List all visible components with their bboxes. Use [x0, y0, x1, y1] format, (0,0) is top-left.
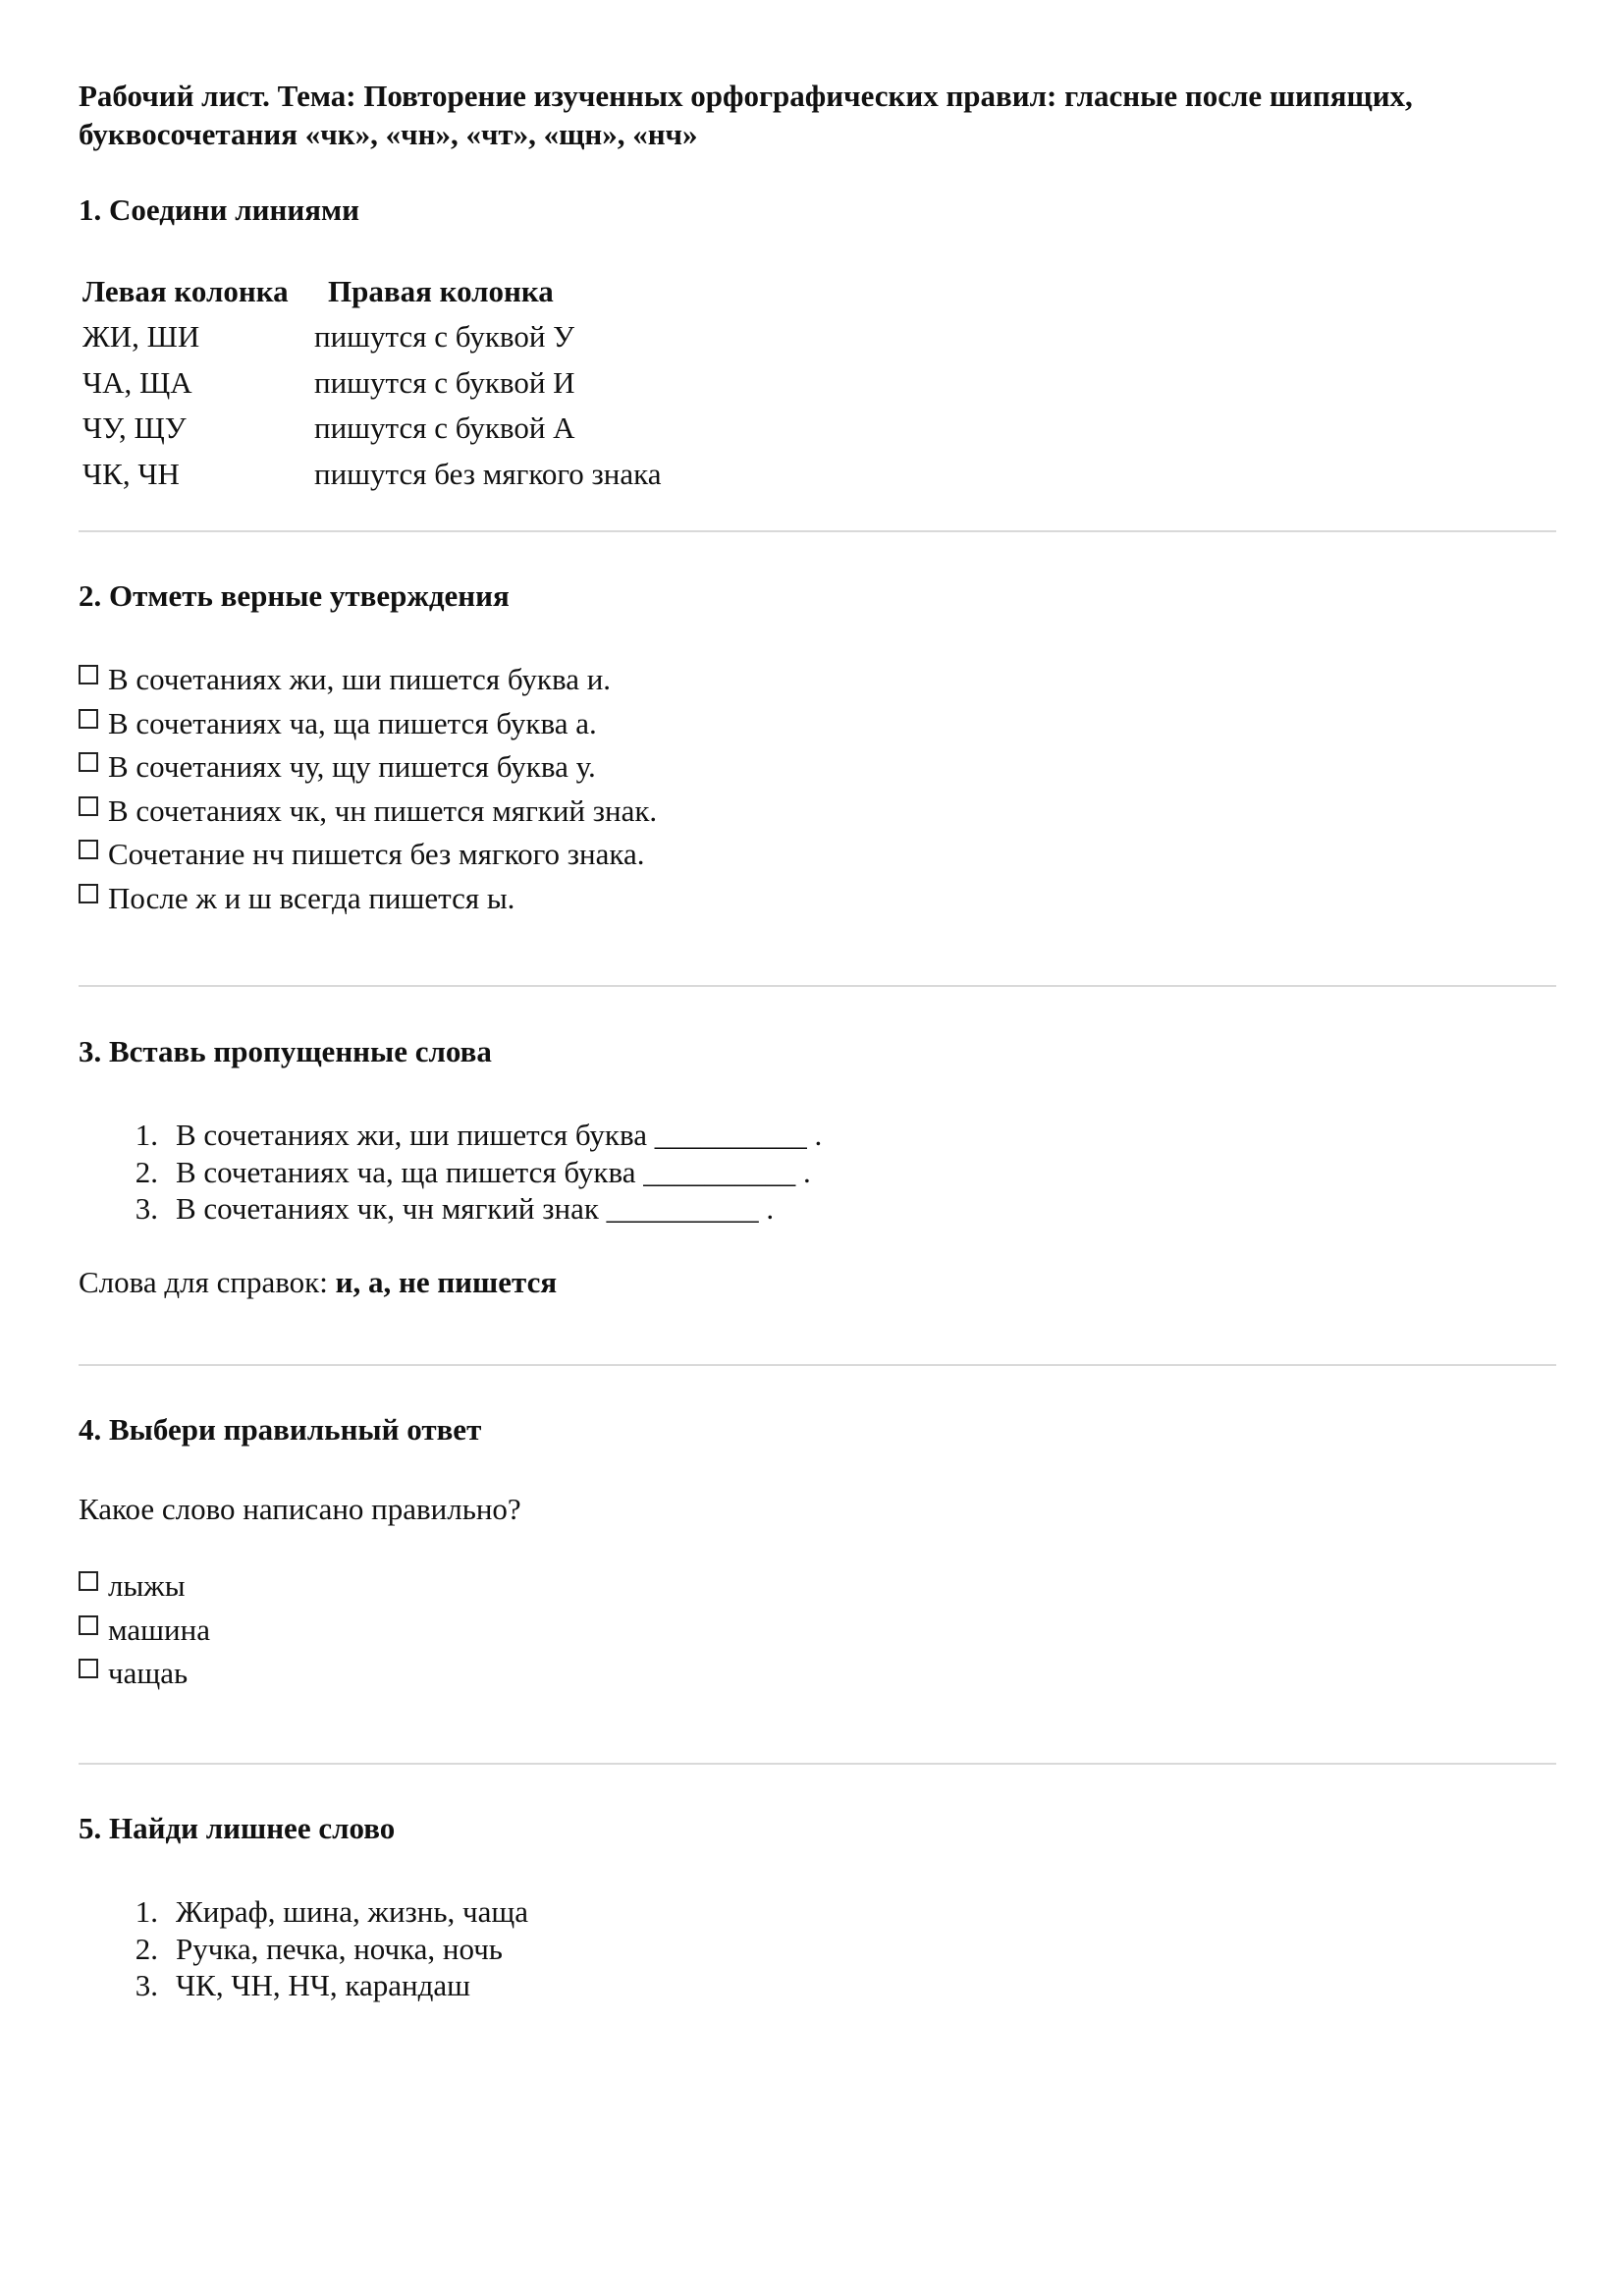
- section-divider: [79, 1364, 1556, 1366]
- list-item: [79, 1116, 822, 1153]
- left-column-header: Левая колонка: [82, 274, 289, 308]
- list-item: [79, 704, 657, 748]
- reference-words-list: и, а, не пишется: [335, 1265, 558, 1299]
- checkbox[interactable]: [79, 1615, 98, 1635]
- word-group: Ручка, печка, ночка, ночь: [176, 1931, 503, 1966]
- right-cell: пишутся с буквой У: [314, 319, 575, 354]
- statement-text: В сочетаниях жи, ши пишется буква и.: [108, 662, 612, 696]
- item-number: 1.: [135, 1118, 158, 1152]
- page-title: Рабочий лист. Тема: Повторение изученных орфографических правил: гласные после шипящих, буквосочетания «чк», «чн», «чт», «щн», «нч»: [79, 79, 1413, 151]
- question-text: Какое слово написано правильно?: [79, 1492, 521, 1526]
- option-text: лыжы: [108, 1568, 186, 1603]
- list-item: [79, 1611, 210, 1655]
- fill-in-sentence: В сочетаниях ча, ща пишется буква __________ .: [176, 1154, 811, 1189]
- statements-checklist: [79, 660, 657, 922]
- item-number: 3.: [135, 1968, 158, 2002]
- list-item: [79, 660, 657, 704]
- checkbox[interactable]: [79, 665, 98, 684]
- checkbox[interactable]: [79, 1571, 98, 1591]
- word-group: Жираф, шина, жизнь, чаща: [176, 1894, 528, 1929]
- reference-words: [79, 1263, 557, 1302]
- table-row: [82, 363, 661, 410]
- section-3-heading: 3. Вставь пропущенные слова: [79, 1034, 492, 1068]
- statement-text: В сочетаниях чу, щу пишется буква у.: [108, 749, 596, 784]
- section-5-heading: 5. Найди лишнее слово: [79, 1811, 396, 1845]
- list-item: [79, 1892, 528, 1930]
- list-item: [79, 835, 657, 879]
- section-2-heading: 2. Отметь верные утверждения: [79, 578, 510, 613]
- checkbox[interactable]: [79, 796, 98, 816]
- odd-word-list: [79, 1892, 528, 2003]
- fill-in-sentence: В сочетаниях чк, чн мягкий знак __________ .: [176, 1191, 775, 1226]
- section-divider: [79, 985, 1556, 987]
- matching-table: [82, 272, 661, 500]
- matching-table-header: [82, 272, 661, 317]
- table-row: [82, 317, 661, 363]
- item-number: 2.: [135, 1154, 158, 1189]
- list-item: [79, 1930, 528, 1967]
- item-number: 1.: [135, 1894, 158, 1929]
- left-cell: ЧУ, ЩУ: [82, 410, 187, 445]
- right-cell: пишутся с буквой И: [314, 364, 575, 400]
- list-item: [79, 1654, 210, 1698]
- reference-label: Слова для справок:: [79, 1265, 336, 1299]
- table-row: [82, 455, 661, 501]
- right-cell: пишутся с буквой А: [314, 410, 575, 445]
- table-row: [82, 409, 661, 455]
- option-text: машина: [108, 1612, 210, 1647]
- statement-text: Сочетание нч пишется без мягкого знака.: [108, 837, 645, 871]
- right-column-header: Правая колонка: [328, 274, 554, 308]
- right-cell: пишутся без мягкого знака: [314, 456, 662, 491]
- answer-options: [79, 1566, 210, 1698]
- list-item: [79, 1189, 822, 1227]
- checkbox[interactable]: [79, 1659, 98, 1678]
- option-text: чащаь: [108, 1656, 189, 1690]
- list-item: [79, 1966, 528, 2003]
- list-item: [79, 1566, 210, 1611]
- list-item: [79, 1153, 822, 1190]
- item-number: 2.: [135, 1931, 158, 1966]
- left-cell: ЖИ, ШИ: [82, 319, 200, 354]
- item-number: 3.: [135, 1191, 158, 1226]
- checkbox[interactable]: [79, 840, 98, 859]
- left-cell: ЧА, ЩА: [82, 364, 192, 400]
- section-1-heading: 1. Соедини линиями: [79, 192, 359, 227]
- fill-in-list: [79, 1116, 822, 1227]
- section-4-heading: 4. Выбери правильный ответ: [79, 1412, 482, 1447]
- statement-text: В сочетаниях ча, ща пишется буква а.: [108, 705, 597, 740]
- list-item: [79, 792, 657, 836]
- statement-text: После ж и ш всегда пишется ы.: [108, 880, 515, 915]
- checkbox[interactable]: [79, 752, 98, 772]
- section-divider: [79, 530, 1556, 532]
- checkbox[interactable]: [79, 709, 98, 729]
- checkbox[interactable]: [79, 884, 98, 903]
- fill-in-sentence: В сочетаниях жи, ши пишется буква __________ .: [176, 1118, 823, 1152]
- list-item: [79, 747, 657, 792]
- word-group: ЧК, ЧН, НЧ, карандаш: [176, 1968, 470, 2002]
- list-item: [79, 879, 657, 923]
- left-cell: ЧК, ЧН: [82, 456, 180, 491]
- section-divider: [79, 1763, 1556, 1765]
- statement-text: В сочетаниях чк, чн пишется мягкий знак.: [108, 793, 658, 828]
